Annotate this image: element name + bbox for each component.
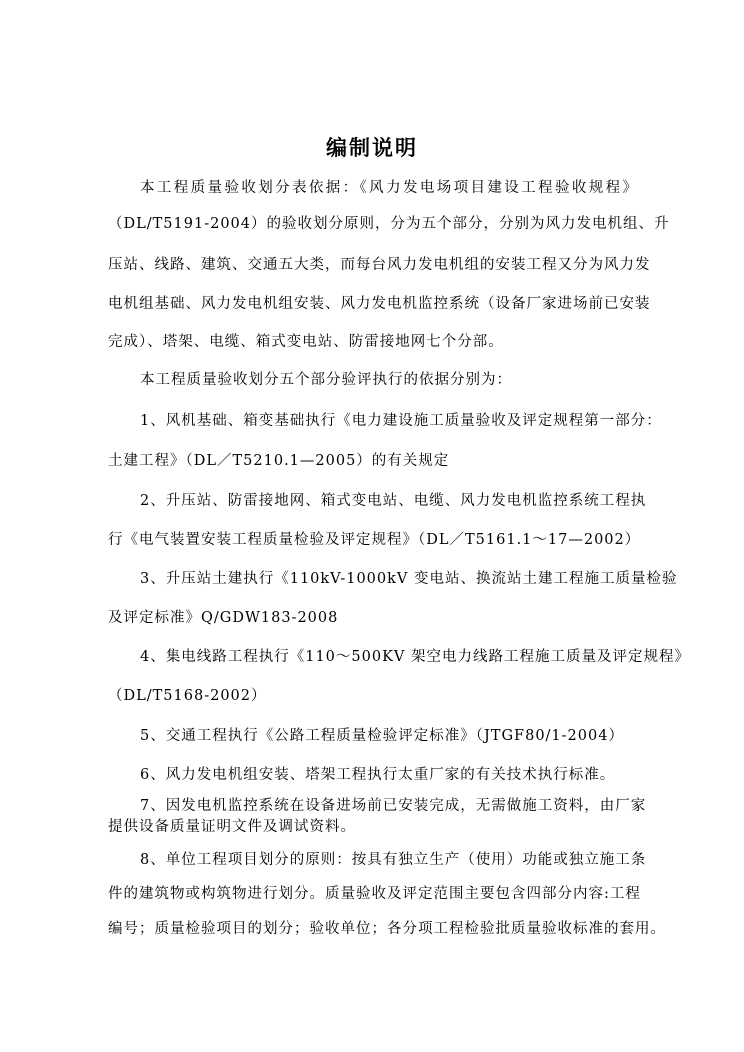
paragraph-line: 3、升压站土建执行《110kV-1000kV 变电站、换流站土建工程施工质量检验	[140, 571, 678, 587]
paragraph-line: 压站、线路、建筑、交通五大类，而每台风力发电机组的安装工程又分为风力发	[108, 257, 651, 273]
paragraph-line: 及评定标准》Q/GDW183-2008	[108, 610, 339, 626]
paragraph-line: 件的建筑物或构筑物进行划分。质量验收及评定范围主要包含四部分内容:工程	[108, 886, 641, 902]
paragraph-line: 行《电气装置安装工程质量检验及评定规程》（DL／T5161.1～17—2002）	[108, 532, 641, 548]
paragraph-line: 7、因发电机监控系统在设备进场前已安装完成，无需做施工资料，由厂家	[140, 798, 647, 814]
paragraph-line: 1、风机基础、箱变基础执行《电力建设施工质量验收及评定规程第一部分：	[140, 413, 662, 429]
paragraph-line: 6、风力发电机组安装、塔架工程执行太重厂家的有关技术执行标准。	[140, 767, 616, 783]
paragraph-line: 提供设备质量证明文件及调试资料。	[108, 819, 356, 835]
paragraph-line: （DL/T5191-2004）的验收划分原则，分为五个部分，分别为风力发电机组、升	[108, 216, 670, 232]
paragraph-line: 5、交通工程执行《公路工程质量检验评定标准》（JTGF80/1-2004）	[140, 728, 624, 744]
paragraph-line: 本工程质量验收划分表依据：《风力发电场项目建设工程验收规程》	[140, 180, 638, 196]
paragraph-line: 2、升压站、防雷接地网、箱式变电站、电缆、风力发电机监控系统工程执	[140, 493, 647, 509]
paragraph-line: 完成）、塔架、电缆、箱式变电站、防雷接地网七个分部。	[108, 334, 504, 350]
paragraph-line: 电机组基础、风力发电机组安装、风力发电机监控系统（设备厂家进场前已安装	[108, 296, 651, 312]
paragraph-line: 4、集电线路工程执行《110～500KV 架空电力线路工程施工质量及评定规程》	[140, 649, 690, 665]
paragraph-line: 本工程质量验收划分五个部分验评执行的依据分别为：	[140, 372, 512, 388]
paragraph-line: 土建工程》（DL／T5210.1—2005）的有关规定	[108, 453, 450, 469]
paragraph-line: 8、单位工程项目划分的原则：按具有独立生产（使用）功能或独立施工条	[140, 852, 647, 868]
paragraph-line: （DL/T5168-2002）	[108, 688, 267, 704]
paragraph-line: 编号；质量检验项目的划分；验收单位；各分项工程检验批质量验收标准的套用。	[108, 921, 666, 937]
page-title: 编制说明	[326, 136, 418, 160]
